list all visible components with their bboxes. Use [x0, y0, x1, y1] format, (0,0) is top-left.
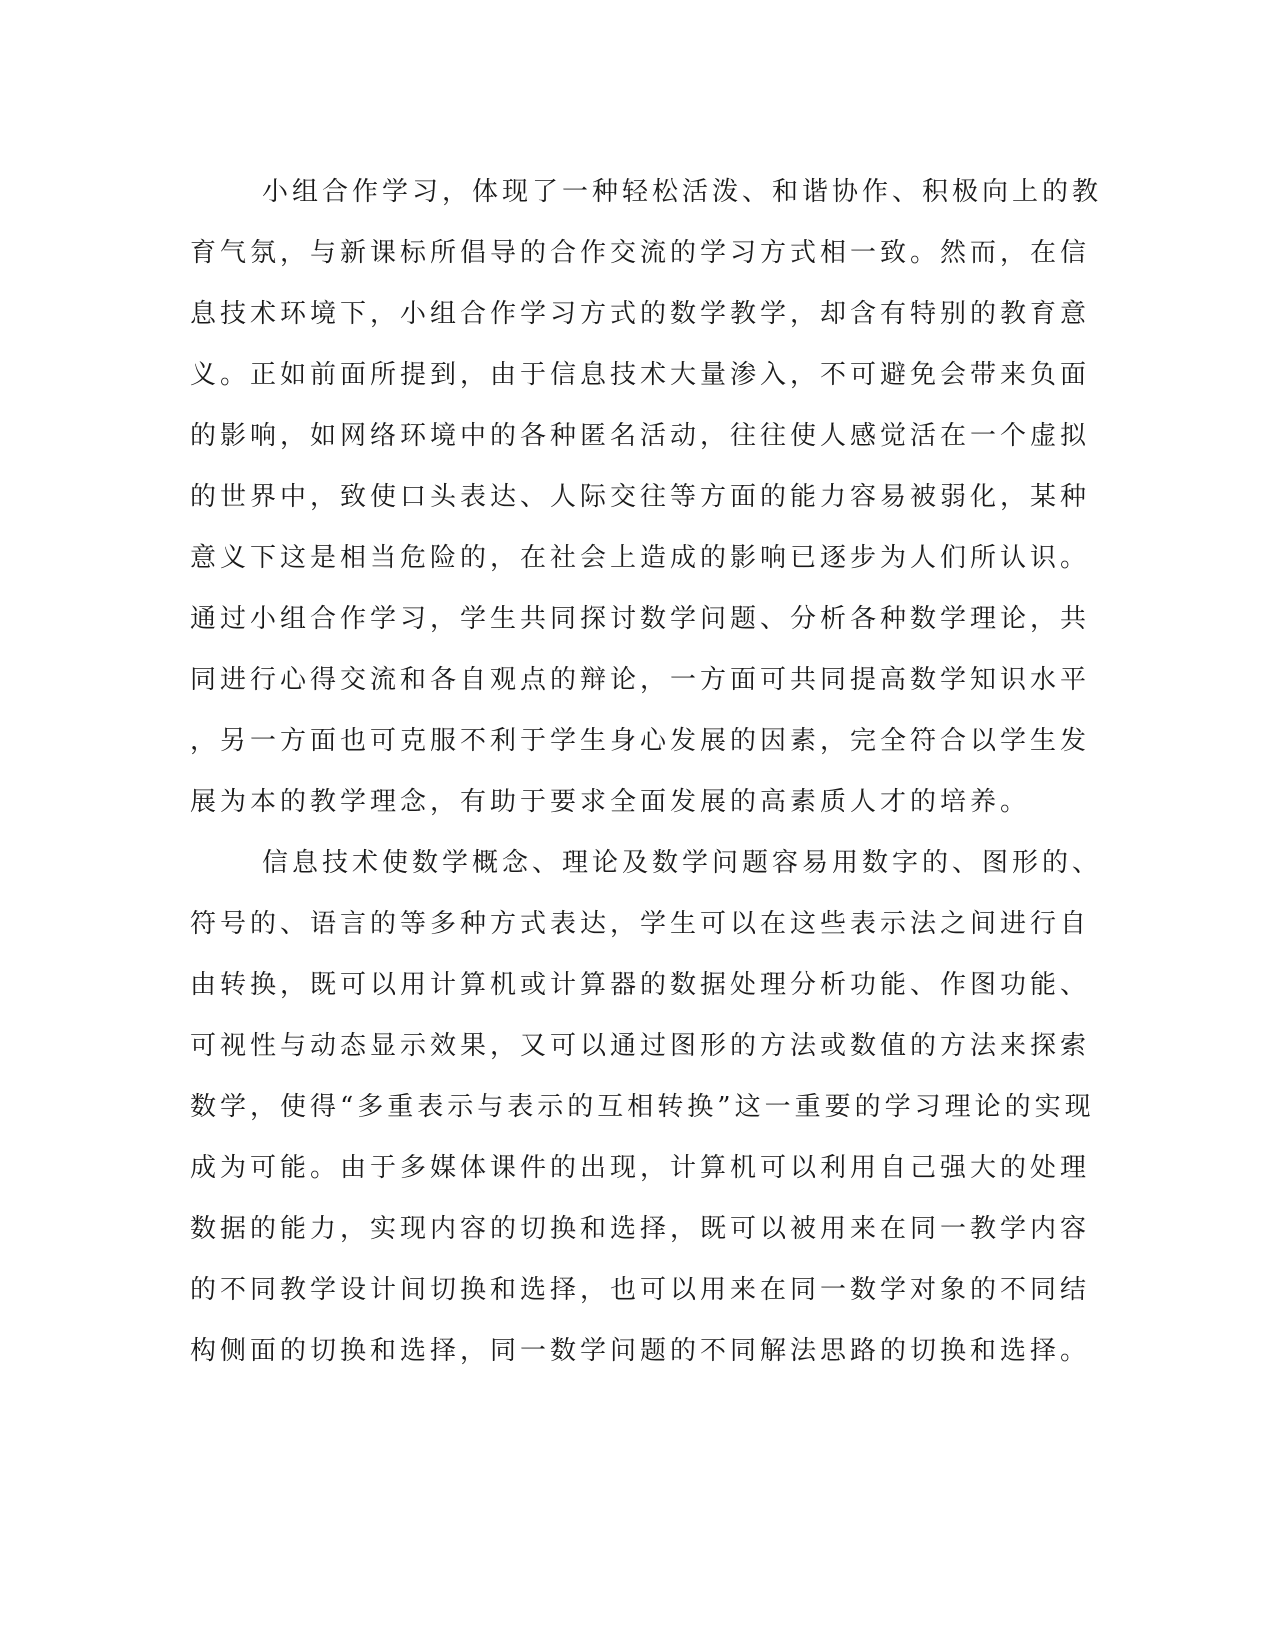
paragraph-line: 展为本的教学理念，有助于要求全面发展的高素质人才的培养。 — [190, 787, 1031, 817]
paragraph-2 — [190, 833, 1103, 1382]
paragraph-line: 的影响，如网络环境中的各种匿名活动，往往使人感觉活在一个虚拟 — [190, 421, 1091, 451]
paragraph-line: 息技术环境下，小组合作学习方式的数学教学，却含有特别的教育意 — [190, 299, 1091, 329]
paragraph-line: 义。正如前面所提到，由于信息技术大量渗入，不可避免会带来负面 — [190, 360, 1091, 390]
paragraph-line: 可视性与动态显示效果，又可以通过图形的方法或数值的方法来探索 — [190, 1031, 1091, 1061]
paragraph-line: ，另一方面也可克服不利于学生身心发展的因素，完全符合以学生发 — [190, 726, 1091, 756]
paragraph-line: 数据的能力，实现内容的切换和选择，既可以被用来在同一教学内容 — [190, 1214, 1091, 1244]
paragraph-line: 成为可能。由于多媒体课件的出现，计算机可以利用自己强大的处理 — [190, 1153, 1091, 1183]
document-body — [190, 162, 1103, 1382]
paragraph-1 — [190, 162, 1103, 833]
paragraph-line: 通过小组合作学习，学生共同探讨数学问题、分析各种数学理论，共 — [190, 604, 1091, 634]
paragraph-line: 符号的、语言的等多种方式表达，学生可以在这些表示法之间进行自 — [190, 909, 1091, 939]
paragraph-line: 的世界中，致使口头表达、人际交往等方面的能力容易被弱化，某种 — [190, 482, 1091, 512]
paragraph-line: 意义下这是相当危险的，在社会上造成的影响已逐步为人们所认识。 — [190, 543, 1091, 573]
paragraph-line: 数学，使得“多重表示与表示的互相转换”这一重要的学习理论的实现 — [190, 1092, 1095, 1122]
paragraph-line: 同进行心得交流和各自观点的辩论，一方面可共同提高数学知识水平 — [190, 665, 1091, 695]
paragraph-line: 信息技术使数学概念、理论及数学问题容易用数字的、图形的、 — [262, 848, 1103, 878]
paragraph-line: 育气氛，与新课标所倡导的合作交流的学习方式相一致。然而，在信 — [190, 238, 1091, 268]
paragraph-line: 由转换，既可以用计算机或计算器的数据处理分析功能、作图功能、 — [190, 970, 1091, 1000]
paragraph-line: 的不同教学设计间切换和选择，也可以用来在同一数学对象的不同结 — [190, 1275, 1091, 1305]
paragraph-line: 小组合作学习，体现了一种轻松活泼、和谐协作、积极向上的教 — [262, 177, 1103, 207]
paragraph-line: 构侧面的切换和选择，同一数学问题的不同解法思路的切换和选择。 — [190, 1336, 1091, 1366]
